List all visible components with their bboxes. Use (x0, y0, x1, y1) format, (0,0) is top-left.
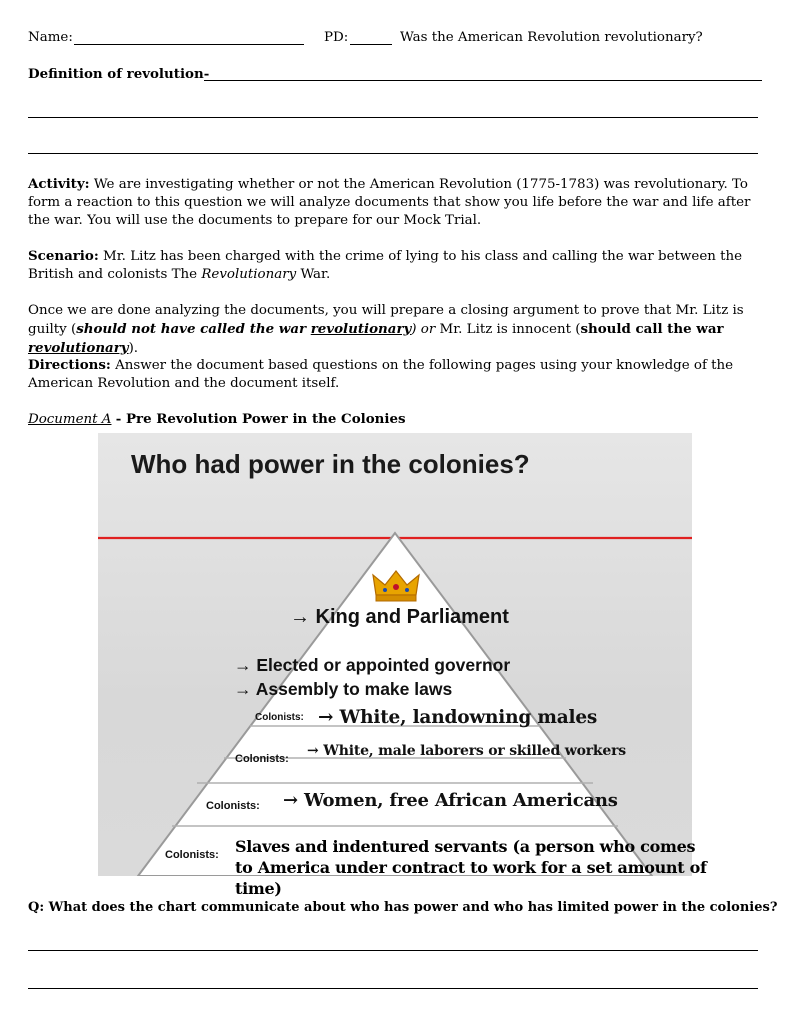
guilty-underlined: revolutionary (310, 321, 412, 337)
colonists-label-4: Colonists: (165, 849, 219, 861)
document-a-label: Document A (28, 412, 112, 427)
document-a-title: - Pre Revolution Power in the Colonies (115, 411, 406, 427)
closing-paragraph (28, 302, 763, 358)
innocent-text: Mr. Litz is innocent ( (439, 322, 581, 337)
innocent-bold: should call the war (580, 321, 724, 337)
tier-assembly: → Assembly to make laws (234, 679, 453, 699)
activity-text: We are investigating whether or not the American Revolution (1775-1783) was revolutionary. To form a reaction to this question we will analyze documents that show you life before the war and life after the war. You will use the documents to prepare for our Mock Trial. (28, 177, 751, 228)
close-paren: ) (411, 322, 417, 337)
name-label: Name: (28, 30, 73, 45)
scenario-paragraph (28, 247, 763, 284)
definition-line-2[interactable] (28, 117, 758, 118)
document-a-heading (28, 411, 406, 427)
activity-paragraph (28, 175, 763, 230)
or-text: or (420, 322, 436, 337)
activity-label: Activity: (28, 176, 90, 192)
worksheet-title: Was the American Revolution revolutionary? (400, 30, 703, 45)
closing-text: Once we are done analyzing the documents, you will prepare a closing argument to prove that Mr. Litz is guilty ( (28, 303, 744, 337)
definition-line-3[interactable] (28, 153, 758, 154)
guilty-bold: should not have called the war (76, 321, 307, 337)
scenario-italic: Revolutionary (201, 267, 297, 282)
colonists-label-1: Colonists: (255, 712, 304, 723)
scenario-label: Scenario: (28, 248, 99, 264)
slide-title: Who had power in the colonies? (131, 449, 530, 479)
closing-end: ). (128, 341, 139, 356)
directions-paragraph (28, 356, 763, 393)
scenario-text: Mr. Litz has been charged with the crime of lying to his class and calling the war between the British and colonists The (28, 249, 743, 282)
definition-line-1[interactable] (204, 80, 762, 81)
colonist-row-landowning: → White, landowning males (318, 707, 598, 728)
tier-king-parliament: → King and Parliament (290, 606, 509, 628)
colonists-label-3: Colonists: (206, 800, 260, 812)
innocent-underlined: revolutionary (28, 340, 129, 356)
colonist-row-slaves: Slaves and indentured servants (a person who comes to America under contract to work for a set amount of time) (235, 837, 707, 898)
question-text: Q: What does the chart communicate about who has power and who has limited power in the colonies? (28, 900, 778, 915)
colonists-label-2: Colonists: (235, 753, 289, 765)
directions-label: Directions: (28, 357, 111, 373)
name-field[interactable] (74, 44, 304, 45)
answer-line-1[interactable] (28, 950, 758, 951)
power-pyramid-slide (98, 433, 692, 876)
pd-field[interactable] (350, 44, 392, 45)
colonist-row-women: → Women, free African Americans (283, 790, 618, 811)
scenario-text-end: War. (300, 267, 331, 282)
answer-line-2[interactable] (28, 988, 758, 989)
directions-text: Answer the document based questions on the following pages using your knowledge of the American Revolution and the document itself. (28, 358, 734, 391)
pd-label: PD: (324, 30, 349, 45)
colonist-row-laborers: → White, male laborers or skilled workers (307, 743, 626, 759)
tier-governor: → Elected or appointed governor (234, 655, 511, 675)
definition-label: Definition of revolution- (28, 66, 210, 82)
